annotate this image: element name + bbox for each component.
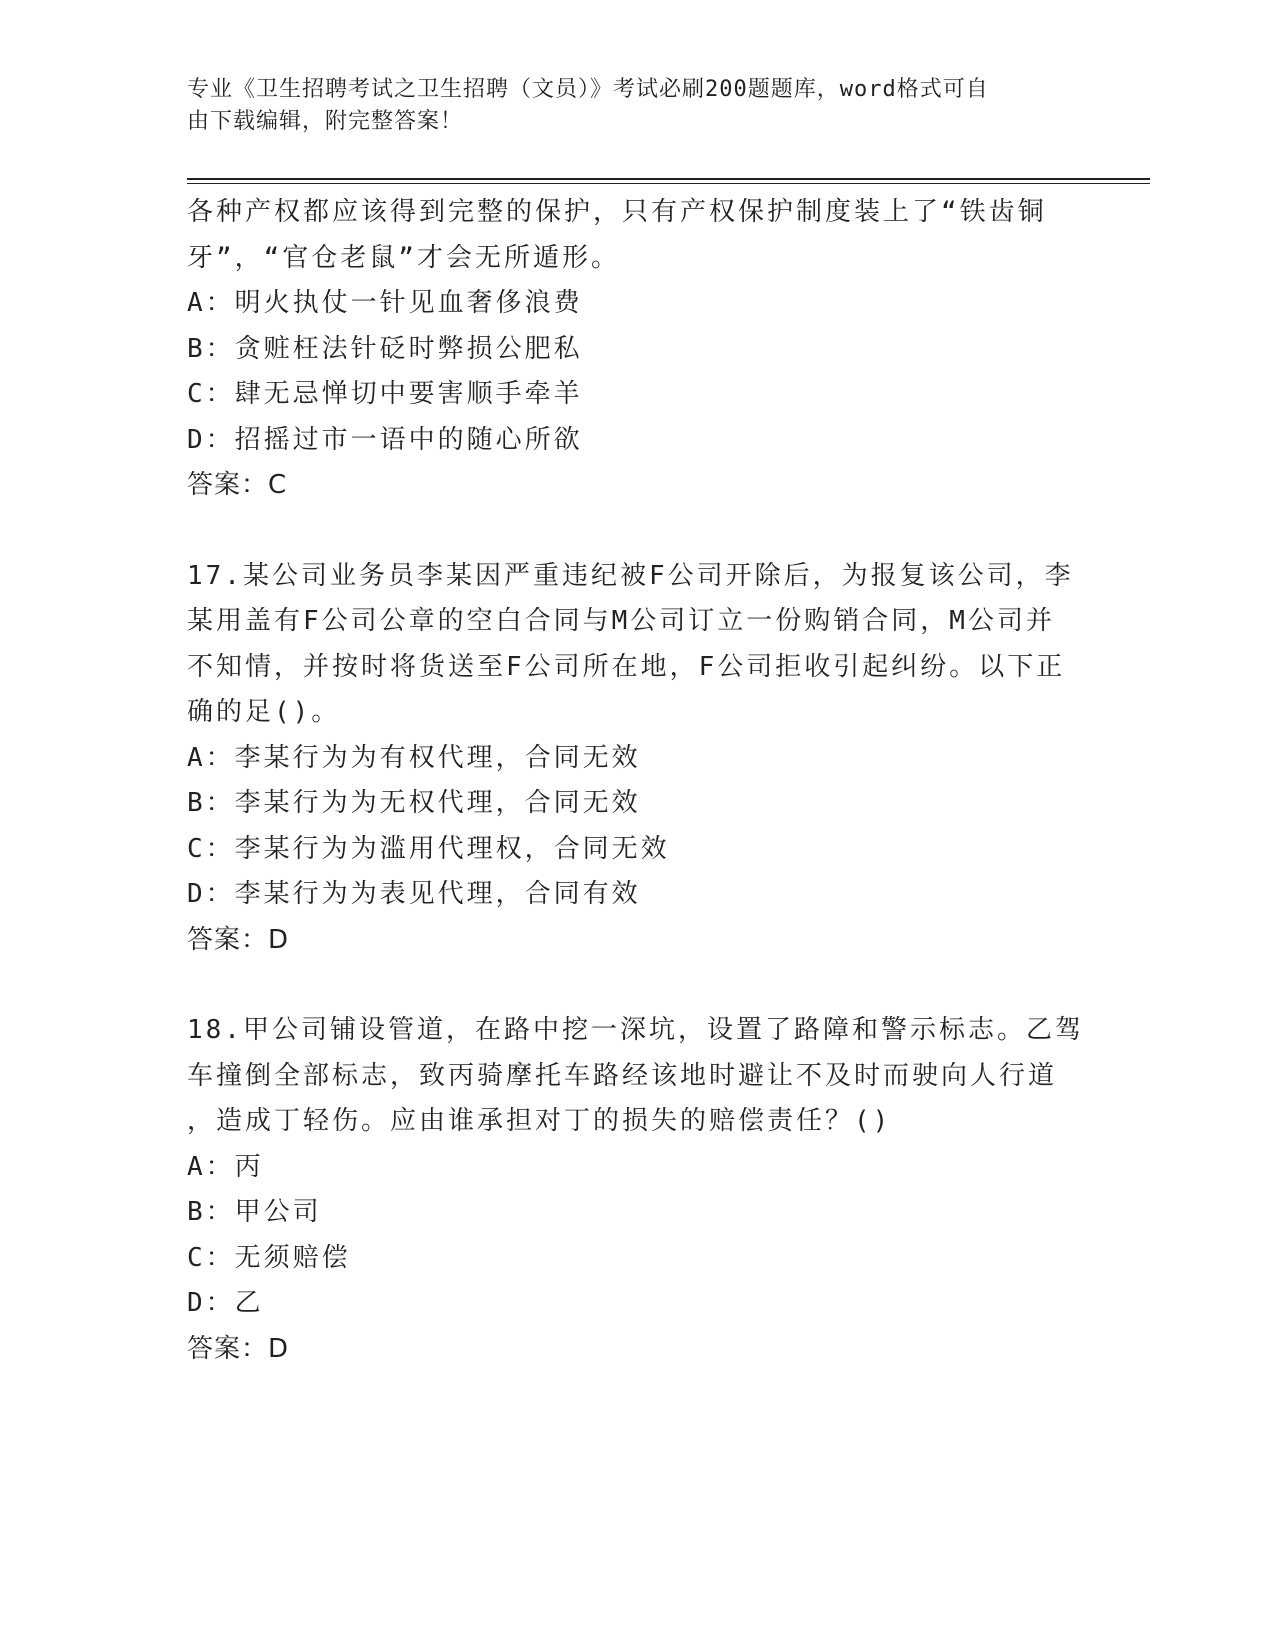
question-17-option-b: B：李某行为为无权代理，合同无效 — [187, 788, 641, 818]
question-16-option-d: D：招摇过市一语中的随心所欲 — [187, 424, 583, 455]
question-18-stem-line-1: 18.甲公司铺设管道，在路中挖一深坑，设置了路障和警示标志。乙驾 — [187, 1015, 1084, 1045]
question-17-option-c: C：李某行为为滥用代理权，合同无效 — [187, 833, 670, 864]
question-16-option-b: B：贪赃枉法针砭时弊损公肥私 — [187, 333, 583, 364]
question-18 — [187, 1008, 1087, 1372]
question-16-stem-line-2: 牙”，“官仓老鼠”才会无所遁形。 — [187, 242, 620, 273]
question-17-option-d: D：李某行为为表见代理，合同有效 — [187, 879, 641, 909]
question-16-answer: 答案：C — [187, 470, 288, 500]
question-spacer — [187, 963, 1087, 1008]
header-line-2: 由下载编辑，附完整答案！ — [187, 109, 464, 134]
header-divider-thin — [187, 183, 1150, 184]
question-18-answer: 答案：D — [187, 1333, 290, 1364]
question-list — [187, 190, 1087, 1372]
document-header — [187, 74, 1067, 138]
question-16-option-c: C：肆无忌惮切中要害顺手牵羊 — [187, 379, 583, 409]
question-16-option-a: A：明火执仗一针见血奢侈浪费 — [187, 288, 583, 318]
question-17-stem-line-3: 不知情，并按时将货送至F公司所在地，F公司拒收引起纠纷。以下正 — [187, 651, 1066, 682]
question-18-option-a: A：丙 — [187, 1151, 264, 1182]
question-18-option-d: D：乙 — [187, 1288, 264, 1318]
header-divider-thick — [187, 178, 1150, 180]
question-18-stem-line-2: 车撞倒全部标志，致丙骑摩托车路经该地时避让不及时而驶向人行道 — [187, 1060, 1058, 1091]
question-17-option-a: A：李某行为为有权代理，合同无效 — [187, 742, 641, 773]
question-18-stem-line-3: ，造成丁轻伤。应由谁承担对丁的损失的赔偿责任？() — [187, 1106, 892, 1136]
question-17-stem-line-4: 确的足()。 — [187, 697, 341, 727]
question-spacer — [187, 509, 1087, 554]
question-17-answer: 答案：D — [187, 924, 290, 955]
question-18-option-b: B：甲公司 — [187, 1197, 322, 1227]
question-17-stem-line-2: 某用盖有F公司公章的空白合同与M公司订立一份购销合同，M公司并 — [187, 606, 1055, 636]
question-17 — [187, 554, 1087, 964]
question-16 — [187, 190, 1087, 509]
header-line-1: 专业《卫生招聘考试之卫生招聘（文员）》考试必刷200题题库，word格式可自 — [187, 77, 989, 102]
question-17-stem-line-1: 17.某公司业务员李某因严重违纪被F公司开除后，为报复该公司，李 — [187, 560, 1074, 591]
question-18-option-c: C：无须赔偿 — [187, 1242, 351, 1273]
question-16-stem-line-1: 各种产权都应该得到完整的保护，只有产权保护制度装上了“铁齿铜 — [187, 197, 1047, 227]
